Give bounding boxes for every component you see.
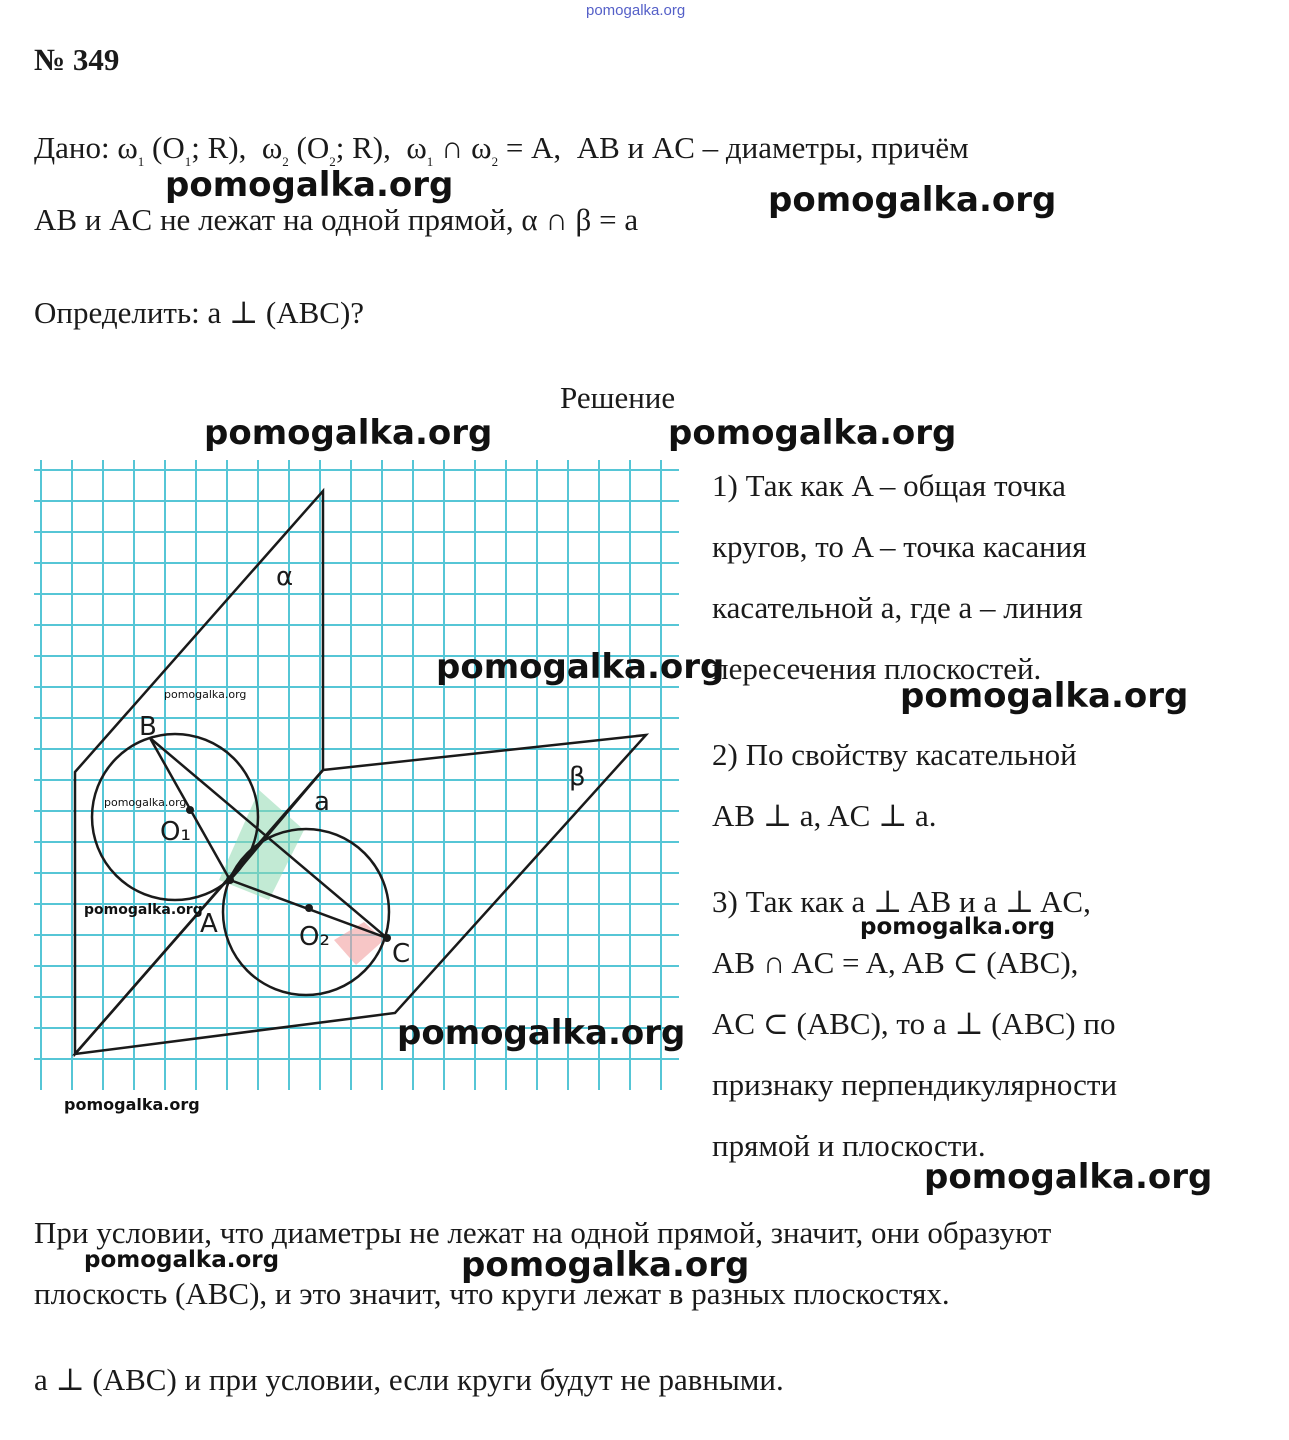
conclusion-line-1: При условии, что диаметры не лежат на одной прямой, значит, они образуют (34, 1215, 1052, 1250)
label-B: B (139, 712, 157, 742)
watermark-3: pomogalka.org (204, 413, 493, 453)
top-watermark: pomogalka.org (586, 2, 686, 19)
conclusion-line-3: a ⊥ (ABC) и при условии, если круги будут не равными. (34, 1362, 784, 1397)
given-line-1 (34, 130, 969, 169)
figure-watermark-3: pomogalka.org (84, 902, 203, 918)
label-alpha: α (276, 562, 294, 592)
diameters-text: AB и AC – диаметры, причём (576, 130, 969, 165)
figure-watermark-2: pomogalka.org (104, 796, 187, 809)
solution-line-3: касательной a, где a – линия (712, 590, 1083, 625)
watermark-5: pomogalka.org (436, 647, 725, 687)
circle-omega-2 (223, 829, 389, 995)
circle-1-def: ($O_1$; R), (152, 130, 247, 169)
watermark-11: pomogalka.org (84, 1247, 280, 1273)
watermark-7: pomogalka.org (860, 914, 1056, 940)
figure-watermark-1: pomogalka.org (164, 688, 247, 701)
solution-line-11: прямой и плоскости. (712, 1128, 986, 1163)
point-O2 (305, 904, 313, 912)
point-C (383, 934, 391, 942)
solution-line-2: кругов, то A – точка касания (712, 529, 1087, 564)
solution-line-10: признаку перпендикулярности (712, 1067, 1118, 1102)
solution-line-6: AB ⊥ a, AC ⊥ a. (712, 798, 937, 833)
solution-line-4: пересечения плоскостей. (712, 651, 1042, 686)
label-O1: O₁ (160, 817, 191, 847)
label-O2: O₂ (299, 922, 330, 952)
question: Определить: a ⊥ (ABC)? (34, 295, 365, 330)
solution-line-8: AB ∩ AC = A, AB ⊂ (ABC), (712, 945, 1079, 980)
label-beta: β (569, 762, 586, 792)
watermark-9: pomogalka.org (64, 1095, 200, 1114)
plane-beta (75, 735, 646, 1054)
solution-line-1: 1) Так как A – общая точка (712, 468, 1066, 503)
watermark-12: pomogalka.org (461, 1245, 750, 1285)
given-line-2: AB и AC не лежат на одной прямой, α ∩ β = a (34, 202, 639, 237)
watermark-4: pomogalka.org (668, 413, 957, 453)
solution-line-7: 3) Так как a ⊥ AB и a ⊥ AC, (712, 884, 1091, 919)
watermark-8: pomogalka.org (397, 1013, 686, 1053)
label-line-a: a (314, 787, 330, 817)
watermark-2: pomogalka.org (768, 180, 1057, 220)
solution-line-5: 2) По свойству касательной (712, 737, 1077, 772)
label-A: A (200, 909, 218, 939)
conclusion-line-2: плоскость (ABC), и это значит, что круги лежат в разных плоскостях. (34, 1276, 950, 1311)
watermark-10: pomogalka.org (924, 1157, 1213, 1197)
given-prefix: Дано: (34, 130, 110, 165)
intersection-expr: $\omega_1$ ∩ $\omega_2 = A$, (406, 130, 562, 169)
watermark-1: pomogalka.org (165, 165, 454, 205)
geometry-figure (34, 460, 684, 1100)
solution-heading: Решение (560, 380, 676, 415)
point-O1 (186, 806, 194, 814)
omega-2: $\omega_2$ (261, 130, 289, 169)
watermark-6: pomogalka.org (900, 676, 1189, 716)
problem-number: № 349 (34, 42, 120, 77)
label-C: C (392, 939, 411, 969)
circle-2-def: ($O_2$; R), (296, 130, 391, 169)
omega-1: $\omega_1$ (117, 130, 145, 169)
solution-line-9: AC ⊂ (ABC), то a ⊥ (ABC) по (712, 1006, 1116, 1041)
point-A (226, 876, 234, 884)
